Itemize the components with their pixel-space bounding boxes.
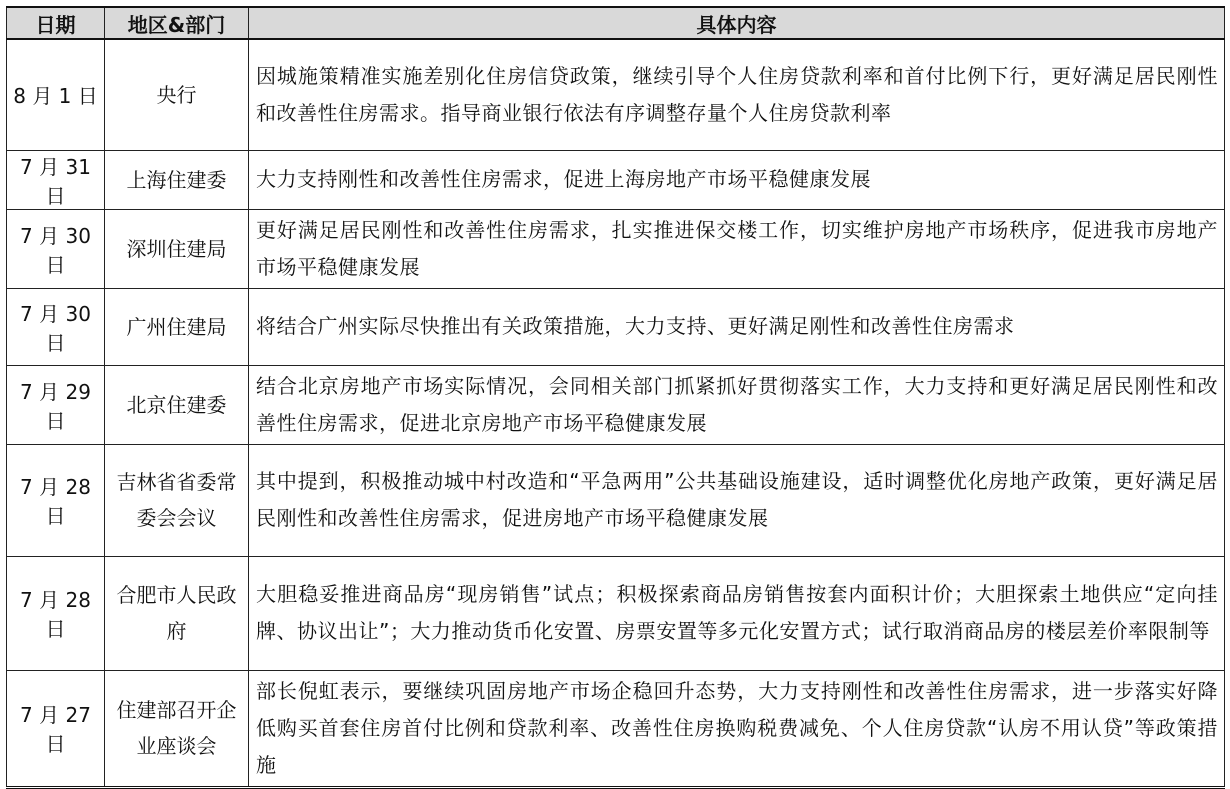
row-region: 上海住建委 [105,150,249,209]
row-content: 将结合广州实际尽快推出有关政策措施，大力支持、更好满足刚性和改善性住房需求 [249,288,1225,365]
table-row [7,288,1225,365]
row-content: 结合北京房地产市场实际情况，会同相关部门抓紧抓好贯彻落实工作，大力支持和更好满足居民刚性和改善性住房需求，促进北京房地产市场平稳健康发展 [249,365,1225,444]
header-content: 具体内容 [249,7,1225,39]
table-row [7,209,1225,288]
row-date: 8 月 1 日 [7,39,105,150]
table-row [7,670,1225,787]
table-row [7,444,1225,556]
row-date: 7 月 29 日 [7,365,105,444]
row-content: 大力支持刚性和改善性住房需求，促进上海房地产市场平稳健康发展 [249,150,1225,209]
table-row [7,365,1225,444]
row-date: 7 月 30 日 [7,209,105,288]
row-region: 北京住建委 [105,365,249,444]
row-region: 吉林省省委常委会会议 [105,444,249,556]
row-region: 住建部召开企业座谈会 [105,670,249,787]
header-region: 地区&部门 [105,7,249,39]
row-content: 部长倪虹表示，要继续巩固房地产市场企稳回升态势，大力支持刚性和改善性住房需求，进一步落实好降低购买首套住房首付比例和贷款利率、改善性住房换购税费减免、个人住房贷款“认房不用认贷”等政策措施 [249,670,1225,787]
row-region: 合肥市人民政府 [105,556,249,670]
row-region: 深圳住建局 [105,209,249,288]
row-date: 7 月 28 日 [7,556,105,670]
row-date: 7 月 31 日 [7,150,105,209]
row-date: 7 月 28 日 [7,444,105,556]
header-date: 日期 [7,7,105,39]
row-content: 大胆稳妥推进商品房“现房销售”试点；积极探索商品房销售按套内面积计价；大胆探索土地供应“定向挂牌、协议出让”；大力推动货币化安置、房票安置等多元化安置方式；试行取消商品房的楼层差价率限制等 [249,556,1225,670]
table-header-row [7,7,1225,39]
row-date: 7 月 27 日 [7,670,105,787]
row-region: 广州住建局 [105,288,249,365]
row-region: 央行 [105,39,249,150]
row-content: 其中提到，积极推动城中村改造和“平急两用”公共基础设施建设，适时调整优化房地产政策，更好满足居民刚性和改善性住房需求，促进房地产市场平稳健康发展 [249,444,1225,556]
policy-table [6,6,1225,789]
table-row [7,150,1225,209]
table-row [7,556,1225,670]
row-content: 因城施策精准实施差别化住房信贷政策，继续引导个人住房贷款利率和首付比例下行，更好满足居民刚性和改善性住房需求。指导商业银行依法有序调整存量个人住房贷款利率 [249,39,1225,150]
row-content: 更好满足居民刚性和改善性住房需求，扎实推进保交楼工作，切实维护房地产市场秩序，促进我市房地产市场平稳健康发展 [249,209,1225,288]
table-row [7,39,1225,150]
row-date: 7 月 30 日 [7,288,105,365]
